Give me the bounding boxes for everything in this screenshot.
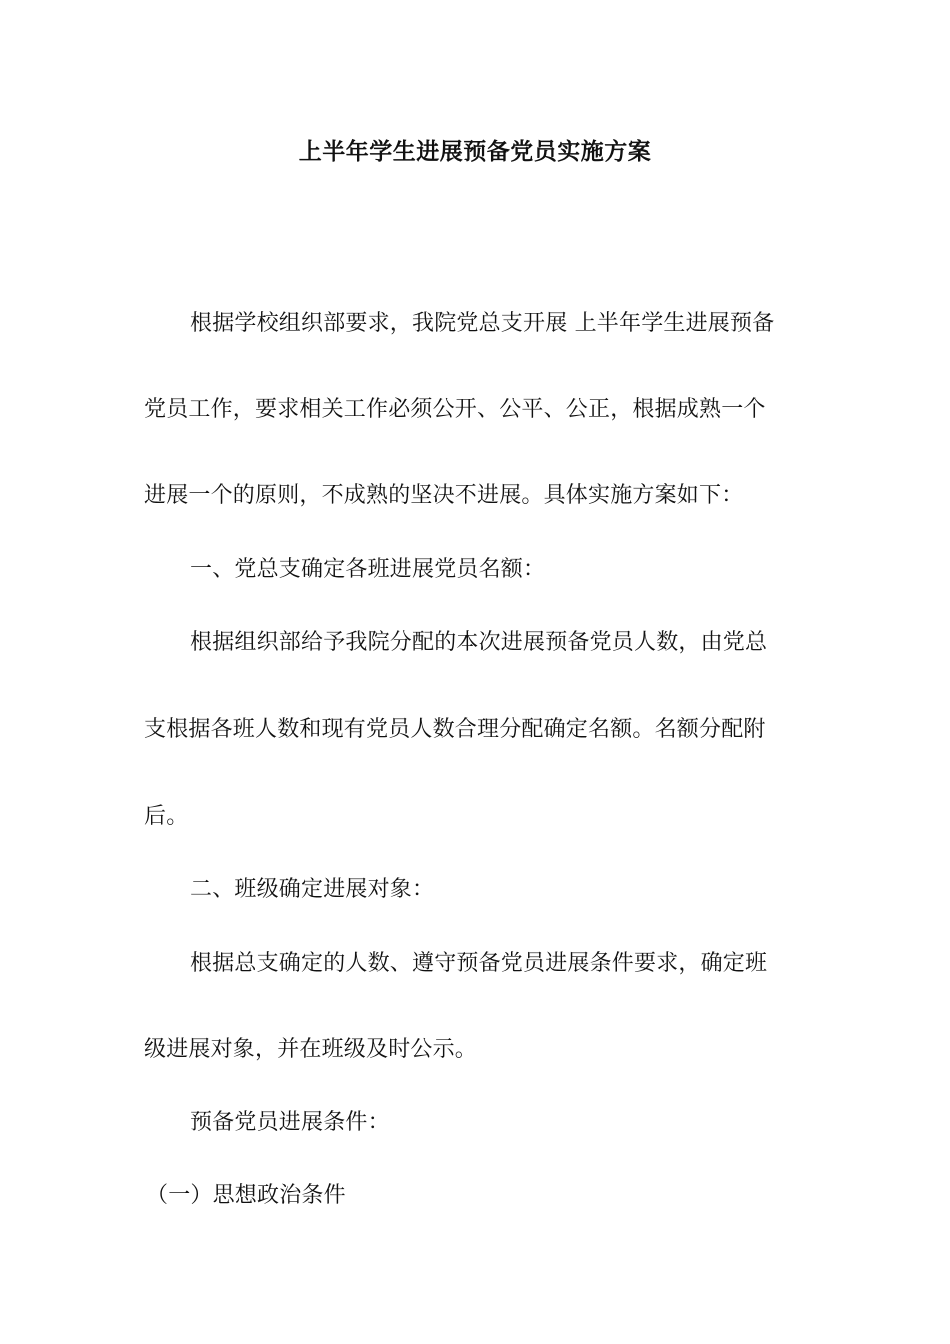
- paragraph-line: 进展一个的原则，不成熟的坚决不进展。具体实施方案如下：: [144, 483, 744, 508]
- paragraph-line: 根据组织部给予我院分配的本次进展预备党员人数，由党总: [190, 630, 768, 655]
- subheading: 预备党员进展条件：: [190, 1110, 390, 1135]
- paragraph-line: 党员工作，要求相关工作必须公开、公平、公正，根据成熟一个: [144, 397, 766, 422]
- paragraph-line: 根据学校组织部要求，我院党总支开展 上半年学生进展预备: [190, 311, 775, 336]
- paragraph-line: 支根据各班人数和现有党员人数合理分配确定名额。名额分配附: [144, 717, 766, 742]
- subsection-heading: （一）思想政治条件: [146, 1183, 346, 1208]
- section-heading: 一、党总支确定各班进展党员名额：: [190, 557, 546, 582]
- paragraph-line: 级进展对象，并在班级及时公示。: [144, 1037, 478, 1062]
- section-heading: 二、班级确定进展对象：: [190, 877, 435, 902]
- paragraph-line: 后。: [144, 804, 189, 829]
- paragraph-line: 根据总支确定的人数、遵守预备党员进展条件要求，确定班: [190, 951, 768, 976]
- document-title: 上半年学生进展预备党员实施方案: [298, 139, 652, 165]
